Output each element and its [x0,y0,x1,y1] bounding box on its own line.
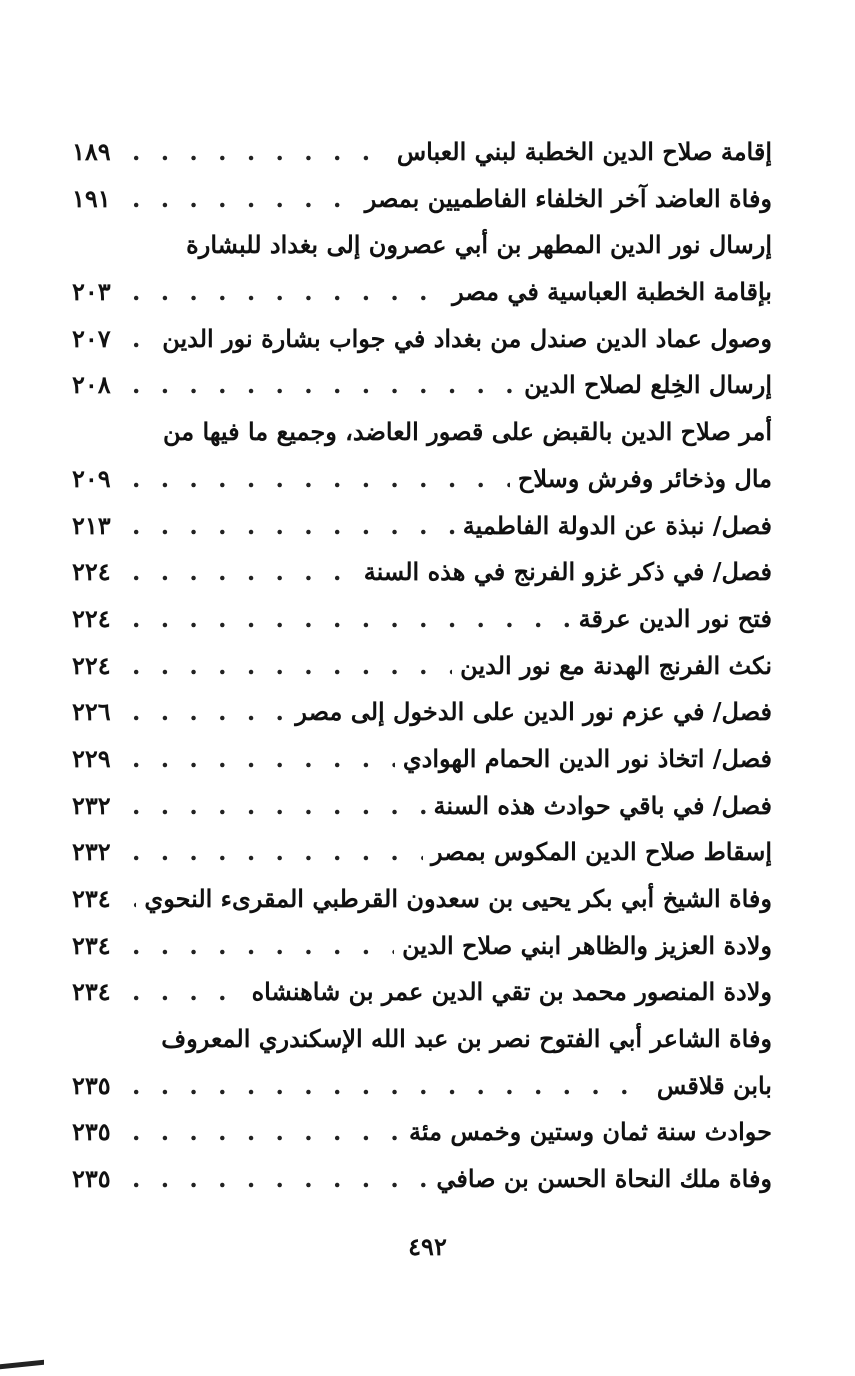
toc-entry-title: ولادة العزيز والظاهر ابني صلاح الدين [402,930,772,960]
toc-entry-page: ٢٠٨ [72,370,111,400]
toc-entry [72,269,772,316]
toc-entry [72,783,772,830]
toc-entry-title: فصل/ اتخاذ نور الدين الحمام الهوادي [402,743,772,773]
dot-leader [132,876,136,923]
toc-entry [72,222,772,269]
toc-entry-title: فصل/ في عزم نور الدين على الدخول إلى مصر [295,697,772,727]
dot-leader [132,689,287,736]
toc-entry-title: إرسال الخِلع لصلاح الدين [524,370,772,400]
dot-leader [132,456,510,503]
toc-entry [72,1156,772,1203]
toc-entry-page: ٢٣٢ [72,837,111,867]
dot-leader [132,1063,649,1110]
toc-entry-title: فصل/ نبذة عن الدولة الفاطمية [462,510,772,540]
toc-entry [72,409,772,456]
table-of-contents [72,129,772,1203]
toc-entry-title: مال وذخائر وفرش وسلاح [517,463,772,493]
toc-entry-page: ١٨٩ [72,137,111,166]
toc-entry [72,129,772,176]
toc-entry [72,736,772,783]
toc-entry [72,176,772,223]
toc-entry-page: ٢٠٩ [72,463,111,493]
dot-leader [132,736,395,783]
toc-entry [72,969,772,1016]
toc-entry [72,923,772,970]
dot-leader [132,129,389,176]
toc-entry-page: ٢٣٢ [72,790,111,820]
toc-entry-page: ٢٢٤ [72,650,111,680]
toc-entry-page: ٢٠٧ [72,323,111,353]
toc-entry [72,1063,772,1110]
dot-leader [132,783,426,830]
toc-entry-page: ٢٣٥ [72,1164,111,1194]
dot-leader [132,176,357,223]
toc-entry [72,829,772,876]
toc-entry-page: ٢٢٦ [72,697,111,727]
toc-entry-title: فصل/ في باقي حوادث هذه السنة [433,790,772,820]
toc-entry-page: ٢٣٤ [72,977,111,1007]
toc-entry [72,689,772,736]
toc-entry [72,503,772,550]
toc-entry-title: بابن قلاقس [656,1070,772,1100]
dot-leader [132,829,423,876]
toc-entry-page: ١٩١ [72,183,111,213]
toc-entry-title: بإقامة الخطبة العباسية في مصر [452,277,772,307]
toc-entry-title: فتح نور الدين عرقة [578,603,772,633]
toc-entry-title: أمر صلاح الدين بالقبض على قصور العاضد، وجميع ما فيها من [163,417,772,447]
toc-entry-title: ولادة المنصور محمد بن تقي الدين عمر بن شاهنشاه [251,977,772,1007]
toc-entry-title: وفاة الشيخ أبي بكر يحيى بن سعدون القرطبي المقرىء النحوي [144,884,772,913]
toc-entry-title: وفاة ملك النحاة الحسن بن صافي [436,1164,772,1194]
dot-leader [132,969,244,1016]
dot-leader [132,316,154,363]
dot-leader [132,549,356,596]
toc-entry-title: إسقاط صلاح الدين المكوس بمصر [431,837,772,867]
toc-entry-title: نكث الفرنج الهدنة مع نور الدين [460,650,772,680]
dot-leader [132,643,452,690]
dot-leader [132,362,516,409]
toc-entry [72,549,772,596]
page-number: ٤٩٢ [408,1232,447,1261]
toc-entry [72,1016,772,1063]
toc-entry-page: ٢٣٤ [72,884,111,913]
dot-leader [132,596,571,643]
toc-entry [72,456,772,503]
toc-entry-page: ٢١٣ [72,510,111,540]
toc-entry-page: ٢٢٩ [72,743,111,773]
toc-entry-title: وفاة العاضد آخر الخلفاء الفاطميين بمصر [364,183,772,213]
toc-entry-page: ٢٣٥ [72,1070,111,1100]
dot-leader [132,269,444,316]
dot-leader [132,1156,428,1203]
dot-leader [132,503,455,550]
toc-entry-title: وصول عماد الدين صندل من بغداد في جواب بشارة نور الدين [162,323,772,353]
toc-entry [72,1109,772,1156]
toc-entry-title: حوادث سنة ثمان وستين وخمس مئة [409,1117,772,1147]
toc-entry-title: فصل/ في ذكر غزو الفرنج في هذه السنة [363,557,772,587]
toc-entry-title: إقامة صلاح الدين الخطبة لبني العباس [396,137,772,166]
toc-entry [72,596,772,643]
toc-entry-page: ٢٣٤ [72,930,111,960]
toc-entry-title: إرسال نور الدين المطهر بن أبي عصرون إلى بغداد للبشارة [186,230,772,260]
toc-entry-page: ٢٣٥ [72,1117,111,1147]
dot-leader [132,923,394,970]
toc-entry-title: وفاة الشاعر أبي الفتوح نصر بن عبد الله الإسكندري المعروف [161,1024,772,1054]
toc-entry-page: ٢٠٣ [72,277,111,307]
dot-leader [132,1109,401,1156]
toc-entry [72,316,772,363]
toc-entry [72,643,772,690]
toc-entry [72,362,772,409]
toc-entry [72,876,772,923]
toc-entry-page: ٢٢٤ [72,603,111,633]
toc-entry-page: ٢٢٤ [72,557,111,587]
scan-edge-mark [0,1360,44,1370]
